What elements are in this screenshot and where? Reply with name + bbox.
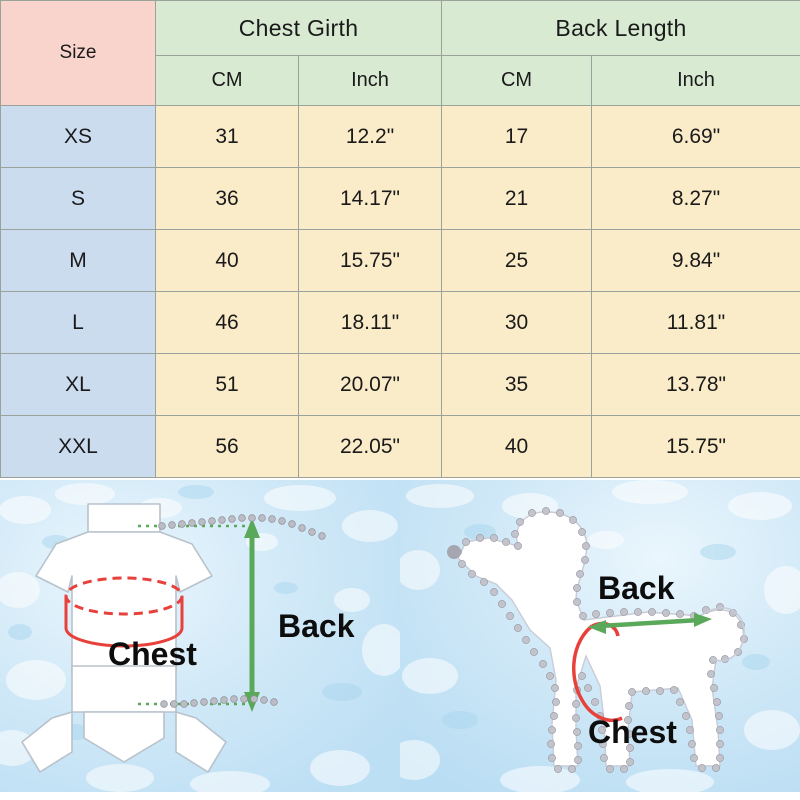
row-size-label: L xyxy=(1,292,156,354)
cell-chest-cm: 40 xyxy=(156,230,299,292)
dog-nose-icon xyxy=(447,545,461,559)
row-size-label: XXL xyxy=(1,416,156,478)
cell-chest-inch: 15.75" xyxy=(299,230,442,292)
cell-chest-inch: 12.2" xyxy=(299,106,442,168)
cell-back-cm: 35 xyxy=(442,354,592,416)
row-size-label: S xyxy=(1,168,156,230)
row-size-label: M xyxy=(1,230,156,292)
cell-back-cm: 21 xyxy=(442,168,592,230)
table-row xyxy=(1,106,800,168)
header-back-length: Back Length xyxy=(442,1,800,56)
cell-chest-cm: 51 xyxy=(156,354,299,416)
cell-chest-cm: 56 xyxy=(156,416,299,478)
table-row xyxy=(1,354,800,416)
cell-chest-cm: 36 xyxy=(156,168,299,230)
cell-back-cm: 25 xyxy=(442,230,592,292)
cell-back-inch: 15.75" xyxy=(592,416,800,478)
header-chest-girth: Chest Girth xyxy=(156,1,442,56)
cell-back-inch: 11.81" xyxy=(592,292,800,354)
cell-back-inch: 6.69" xyxy=(592,106,800,168)
row-size-label: XL xyxy=(1,354,156,416)
header-chest-cm: CM xyxy=(156,56,299,106)
row-size-label: XS xyxy=(1,106,156,168)
cell-back-cm: 17 xyxy=(442,106,592,168)
table-row xyxy=(1,168,800,230)
label-back-right: Back xyxy=(598,570,675,606)
cell-back-cm: 30 xyxy=(442,292,592,354)
label-chest-left: Chest xyxy=(108,636,197,672)
cell-chest-cm: 46 xyxy=(156,292,299,354)
header-back-cm: CM xyxy=(442,56,592,106)
cell-chest-inch: 14.17" xyxy=(299,168,442,230)
table-row xyxy=(1,230,800,292)
cell-chest-inch: 18.11" xyxy=(299,292,442,354)
header-chest-inch: Inch xyxy=(299,56,442,106)
cell-back-inch: 8.27" xyxy=(592,168,800,230)
cell-chest-cm: 31 xyxy=(156,106,299,168)
cell-back-inch: 9.84" xyxy=(592,230,800,292)
label-chest-right: Chest xyxy=(588,714,677,750)
cell-chest-inch: 22.05" xyxy=(299,416,442,478)
table-header-row-groups xyxy=(1,1,800,56)
cell-back-cm: 40 xyxy=(442,416,592,478)
table-row xyxy=(1,416,800,478)
header-back-inch: Inch xyxy=(592,56,800,106)
table-row xyxy=(1,292,800,354)
header-size: Size xyxy=(1,1,156,106)
cell-back-inch: 13.78" xyxy=(592,354,800,416)
label-back-left: Back xyxy=(278,608,355,644)
cell-chest-inch: 20.07" xyxy=(299,354,442,416)
